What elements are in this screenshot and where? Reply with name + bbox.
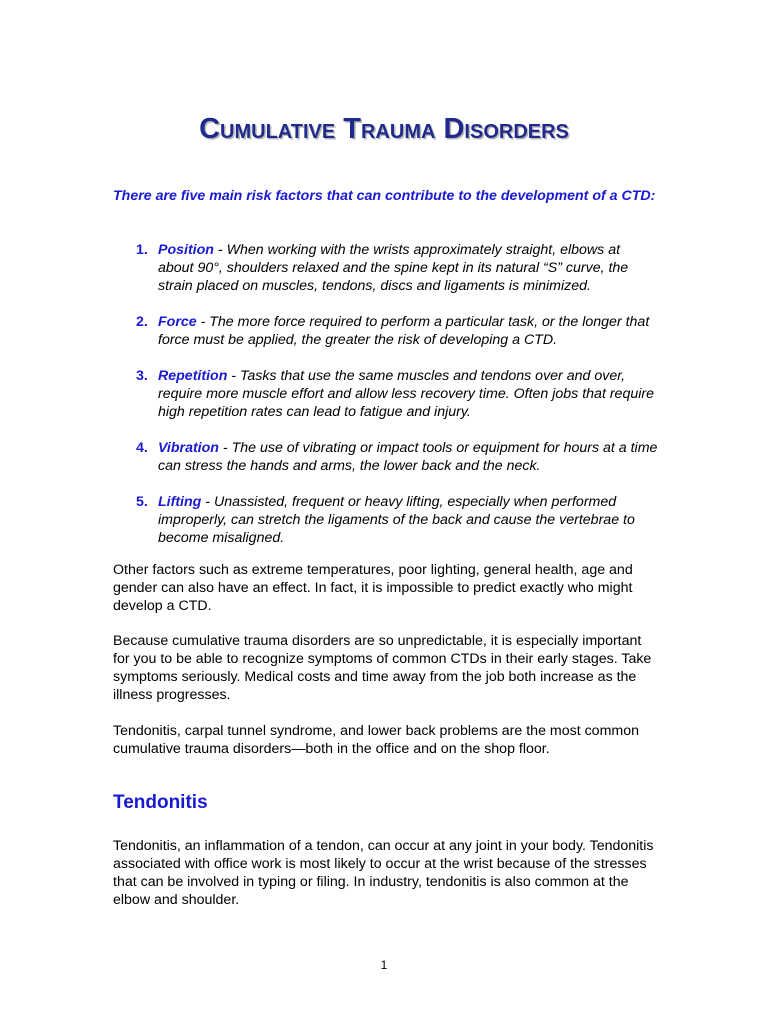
risk-factor-item: [113, 367, 658, 421]
page-number: 1: [380, 958, 388, 972]
risk-factor-number: 4.: [136, 440, 148, 456]
document-title: Cumulative Trauma Disorders: [199, 113, 569, 145]
risk-factor-description: - The use of vibrating or impact tools or equipment for hours at a time can stress the hands and arms, the lower back and the neck.: [158, 440, 658, 474]
risk-factor-description: - Unassisted, frequent or heavy lifting, especially when performed improperly, can stretch the ligaments of the back and cause the vertebrae to become misaligned.: [158, 494, 635, 546]
risk-factor-list: [113, 241, 658, 547]
other-factors-paragraph: Other factors such as extreme temperatures, poor lighting, general health, age and gender can also have an effect. In fact, it is impossible to predict exactly who might develop a CTD.: [113, 562, 633, 614]
risk-factor-number: 1.: [136, 242, 148, 258]
common-ctds-paragraph: Tendonitis, carpal tunnel syndrome, and lower back problems are the most common cumulative trauma disorders—both in the office and on the shop floor.: [113, 723, 639, 757]
risk-factor-item: [113, 439, 658, 475]
risk-factor-description: - When working with the wrists approximately straight, elbows at about 90°, shoulders relaxed and the spine kept in its natural “S” curve, the strain placed on muscles, tendons, discs and ligaments is minimized.: [158, 242, 629, 294]
risk-factor-number: 2.: [136, 314, 148, 330]
risk-factor-term: Force: [158, 314, 197, 330]
risk-factor-number: 5.: [136, 494, 148, 510]
risk-factor-item: [113, 313, 658, 349]
risk-factors-intro: There are five main risk factors that can contribute to the development of a CTD:: [113, 188, 656, 204]
risk-factor-term: Lifting: [158, 494, 202, 510]
risk-factor-term: Vibration: [158, 440, 219, 456]
risk-factor-number: 3.: [136, 368, 148, 384]
risk-factor-description: - Tasks that use the same muscles and tendons over and over, require more muscle effort and allow less recovery time. Often jobs that require high repetition rates can lead to fatigue and injury.: [158, 368, 654, 420]
risk-factor-term: Repetition: [158, 368, 228, 384]
risk-factor-term: Position: [158, 242, 214, 258]
risk-factor-description: - The more force required to perform a particular task, or the longer that force must be applied, the greater the risk of developing a CTD.: [158, 314, 650, 348]
tendonitis-paragraph: Tendonitis, an inflammation of a tendon, can occur at any joint in your body. Tendonitis associated with office work is most likely to occur at the wrist because of the stresses that can be involved in typing or filing. In industry, tendonitis is also common at the elbow and shoulder.: [113, 838, 654, 908]
tendonitis-heading: Tendonitis: [113, 792, 208, 813]
risk-factor-item: [113, 493, 658, 547]
risk-factor-item: [113, 241, 658, 295]
unpredictable-paragraph: Because cumulative trauma disorders are so unpredictable, it is especially important for you to be able to recognize symptoms of common CTDs in their early stages. Take symptoms seriously. Medical costs and time away from the job both increase as the illness progresses.: [113, 633, 652, 703]
